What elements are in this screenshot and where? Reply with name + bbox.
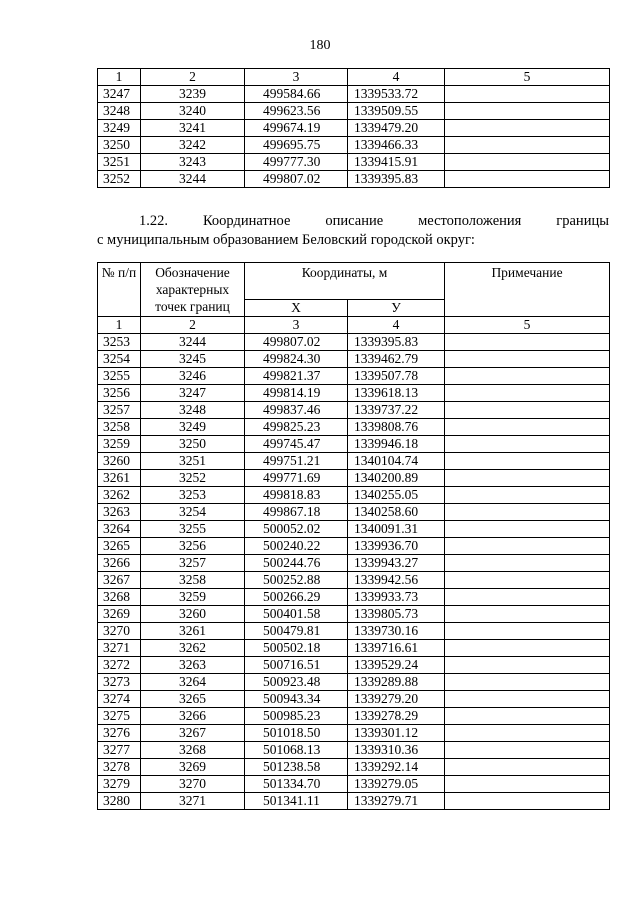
- row-number: 3277: [98, 742, 141, 759]
- table-row: [98, 504, 610, 521]
- note: [445, 86, 610, 103]
- coordinate-y: 1339936.70: [348, 538, 445, 555]
- point-designation: 3240: [141, 103, 245, 120]
- point-designation: 3248: [141, 402, 245, 419]
- note: [445, 793, 610, 810]
- table-row: [98, 470, 610, 487]
- point-designation: 3263: [141, 657, 245, 674]
- point-designation: 3244: [141, 334, 245, 351]
- note: [445, 708, 610, 725]
- coordinate-x: 499818.83: [245, 487, 348, 504]
- row-number: 3264: [98, 521, 141, 538]
- section-line-2: с муниципальным образованием Беловский городской округ:: [97, 232, 475, 248]
- note: [445, 120, 610, 137]
- coordinate-x: 500502.18: [245, 640, 348, 657]
- point-designation: 3242: [141, 137, 245, 154]
- coordinate-y: 1339509.55: [348, 103, 445, 120]
- coordinate-y: 1339943.27: [348, 555, 445, 572]
- point-designation: 3268: [141, 742, 245, 759]
- coordinate-y: 1339942.56: [348, 572, 445, 589]
- note: [445, 334, 610, 351]
- row-number: 3278: [98, 759, 141, 776]
- column-numbering-row: [98, 69, 610, 86]
- coordinate-x: 500244.76: [245, 555, 348, 572]
- point-designation: 3259: [141, 589, 245, 606]
- note: [445, 555, 610, 572]
- row-number: 3253: [98, 334, 141, 351]
- row-number: 3265: [98, 538, 141, 555]
- coordinate-y: 1340104.74: [348, 453, 445, 470]
- point-designation: 3258: [141, 572, 245, 589]
- row-number: 3263: [98, 504, 141, 521]
- header-note: Примечание: [445, 263, 610, 317]
- note: [445, 589, 610, 606]
- row-number: 3256: [98, 385, 141, 402]
- table-row: [98, 572, 610, 589]
- point-designation: 3241: [141, 120, 245, 137]
- row-number: 3275: [98, 708, 141, 725]
- coordinate-y: 1339466.33: [348, 137, 445, 154]
- section-number: 1.22.: [139, 213, 168, 229]
- row-number: 3273: [98, 674, 141, 691]
- table-row: [98, 419, 610, 436]
- table-row: [98, 555, 610, 572]
- section-heading: [97, 212, 609, 250]
- point-designation: 3264: [141, 674, 245, 691]
- point-designation: 3266: [141, 708, 245, 725]
- coordinate-x: 500479.81: [245, 623, 348, 640]
- coordinate-x: 501018.50: [245, 725, 348, 742]
- table-row: [98, 691, 610, 708]
- note: [445, 419, 610, 436]
- coordinate-x: 499814.19: [245, 385, 348, 402]
- note: [445, 623, 610, 640]
- table-row: [98, 385, 610, 402]
- table-row: [98, 86, 610, 103]
- coordinate-x: 501238.58: [245, 759, 348, 776]
- table-row: [98, 742, 610, 759]
- row-number: 3279: [98, 776, 141, 793]
- point-designation: 3267: [141, 725, 245, 742]
- coordinate-x: 499745.47: [245, 436, 348, 453]
- note: [445, 385, 610, 402]
- header-row-number: № п/п: [98, 263, 141, 317]
- section-word: Координатное: [202, 213, 291, 229]
- note: [445, 103, 610, 120]
- coordinate-y: 1340255.05: [348, 487, 445, 504]
- header-x: X: [245, 300, 348, 317]
- row-number: 3249: [98, 120, 141, 137]
- coordinate-x: 499837.46: [245, 402, 348, 419]
- point-designation: 3243: [141, 154, 245, 171]
- coordinate-y: 1339279.71: [348, 793, 445, 810]
- coordinate-x: 501341.11: [245, 793, 348, 810]
- coordinate-x: 499824.30: [245, 351, 348, 368]
- row-number: 3255: [98, 368, 141, 385]
- point-designation: 3246: [141, 368, 245, 385]
- note: [445, 171, 610, 188]
- point-designation: 3257: [141, 555, 245, 572]
- table-row: [98, 589, 610, 606]
- header-y: У: [348, 300, 445, 317]
- coordinate-y: 1339395.83: [348, 171, 445, 188]
- coordinates-table: [97, 262, 610, 810]
- point-designation: 3256: [141, 538, 245, 555]
- coordinate-x: 499623.56: [245, 103, 348, 120]
- row-number: 3252: [98, 171, 141, 188]
- point-designation: 3249: [141, 419, 245, 436]
- table-row: [98, 674, 610, 691]
- row-number: 3258: [98, 419, 141, 436]
- table-row: [98, 640, 610, 657]
- coordinate-y: 1339730.16: [348, 623, 445, 640]
- column-number: 3: [245, 317, 348, 334]
- coordinate-x: 500266.29: [245, 589, 348, 606]
- coordinate-x: 500923.48: [245, 674, 348, 691]
- coordinate-y: 1339533.72: [348, 86, 445, 103]
- table-row: [98, 137, 610, 154]
- note: [445, 759, 610, 776]
- note: [445, 137, 610, 154]
- row-number: 3272: [98, 657, 141, 674]
- header-coordinates: Координаты, м: [245, 263, 445, 300]
- coordinate-y: 1339278.29: [348, 708, 445, 725]
- note: [445, 453, 610, 470]
- point-designation: 3270: [141, 776, 245, 793]
- table-row: [98, 606, 610, 623]
- coordinate-x: 499807.02: [245, 334, 348, 351]
- point-designation: 3260: [141, 606, 245, 623]
- table-row: [98, 334, 610, 351]
- coordinate-y: 1339289.88: [348, 674, 445, 691]
- note: [445, 538, 610, 555]
- coordinate-x: 500252.88: [245, 572, 348, 589]
- coordinate-y: 1339479.20: [348, 120, 445, 137]
- coordinate-y: 1339946.18: [348, 436, 445, 453]
- coordinate-x: 500401.58: [245, 606, 348, 623]
- column-number: 4: [348, 69, 445, 86]
- note: [445, 521, 610, 538]
- point-designation: 3261: [141, 623, 245, 640]
- row-number: 3269: [98, 606, 141, 623]
- coordinate-y: 1339507.78: [348, 368, 445, 385]
- table-row: [98, 759, 610, 776]
- coordinate-y: 1339716.61: [348, 640, 445, 657]
- row-number: 3251: [98, 154, 141, 171]
- point-designation: 3271: [141, 793, 245, 810]
- coordinate-x: 499584.66: [245, 86, 348, 103]
- note: [445, 742, 610, 759]
- table-row: [98, 171, 610, 188]
- coordinate-y: 1339310.36: [348, 742, 445, 759]
- coordinate-y: 1339933.73: [348, 589, 445, 606]
- row-number: 3271: [98, 640, 141, 657]
- coordinate-y: 1339415.91: [348, 154, 445, 171]
- coordinate-x: 499674.19: [245, 120, 348, 137]
- row-number: 3268: [98, 589, 141, 606]
- row-number: 3259: [98, 436, 141, 453]
- note: [445, 487, 610, 504]
- page-number: 180: [309, 38, 331, 53]
- note: [445, 572, 610, 589]
- column-number: 1: [98, 317, 141, 334]
- row-number: 3267: [98, 572, 141, 589]
- coordinate-x: 499771.69: [245, 470, 348, 487]
- note: [445, 470, 610, 487]
- table-row: [98, 487, 610, 504]
- row-number: 3250: [98, 137, 141, 154]
- table-row: [98, 776, 610, 793]
- table-row: [98, 623, 610, 640]
- point-designation: 3262: [141, 640, 245, 657]
- table-row: [98, 103, 610, 120]
- point-designation: 3239: [141, 86, 245, 103]
- table-row: [98, 120, 610, 137]
- coordinate-y: 1339301.12: [348, 725, 445, 742]
- row-number: 3257: [98, 402, 141, 419]
- column-number: 5: [445, 69, 610, 86]
- coordinate-y: 1339529.24: [348, 657, 445, 674]
- column-number: 5: [445, 317, 610, 334]
- column-number: 2: [141, 69, 245, 86]
- row-number: 3274: [98, 691, 141, 708]
- column-number: 1: [98, 69, 141, 86]
- point-designation: 3254: [141, 504, 245, 521]
- row-number: 3261: [98, 470, 141, 487]
- row-number: 3260: [98, 453, 141, 470]
- table-row: [98, 351, 610, 368]
- table-row: [98, 436, 610, 453]
- note: [445, 436, 610, 453]
- coordinate-y: 1339292.14: [348, 759, 445, 776]
- coordinate-x: 499867.18: [245, 504, 348, 521]
- coordinate-x: 499825.23: [245, 419, 348, 436]
- coordinate-x: 499695.75: [245, 137, 348, 154]
- note: [445, 368, 610, 385]
- coordinate-x: 500052.02: [245, 521, 348, 538]
- coordinate-x: 501068.13: [245, 742, 348, 759]
- table-row: [98, 453, 610, 470]
- table-row: [98, 402, 610, 419]
- row-number: 3248: [98, 103, 141, 120]
- note: [445, 725, 610, 742]
- point-designation: 3252: [141, 470, 245, 487]
- note: [445, 606, 610, 623]
- coordinate-x: 500716.51: [245, 657, 348, 674]
- coordinates-table-continued: [97, 68, 610, 188]
- coordinate-y: 1340091.31: [348, 521, 445, 538]
- note: [445, 154, 610, 171]
- coordinate-x: 500985.23: [245, 708, 348, 725]
- table-row: [98, 521, 610, 538]
- point-designation: 3253: [141, 487, 245, 504]
- row-number: 3247: [98, 86, 141, 103]
- coordinate-y: 1339395.83: [348, 334, 445, 351]
- section-word: местоположения: [418, 213, 522, 229]
- point-designation: 3250: [141, 436, 245, 453]
- point-designation: 3245: [141, 351, 245, 368]
- coordinate-x: 499777.30: [245, 154, 348, 171]
- row-number: 3266: [98, 555, 141, 572]
- row-number: 3276: [98, 725, 141, 742]
- table-row: [98, 538, 610, 555]
- table-row: [98, 657, 610, 674]
- row-number: 3262: [98, 487, 141, 504]
- coordinate-y: 1340200.89: [348, 470, 445, 487]
- coordinate-x: 499751.21: [245, 453, 348, 470]
- note: [445, 674, 610, 691]
- point-designation: 3255: [141, 521, 245, 538]
- point-designation: 3265: [141, 691, 245, 708]
- coordinate-y: 1340258.60: [348, 504, 445, 521]
- note: [445, 657, 610, 674]
- coordinate-y: 1339279.05: [348, 776, 445, 793]
- note: [445, 691, 610, 708]
- point-designation: 3269: [141, 759, 245, 776]
- table-row: [98, 154, 610, 171]
- column-number: 3: [245, 69, 348, 86]
- row-number: 3280: [98, 793, 141, 810]
- point-designation: 3244: [141, 171, 245, 188]
- column-number: 4: [348, 317, 445, 334]
- coordinate-x: 500943.34: [245, 691, 348, 708]
- column-numbering-row: [98, 317, 610, 334]
- coordinate-x: 499821.37: [245, 368, 348, 385]
- table-row: [98, 725, 610, 742]
- coordinate-y: 1339618.13: [348, 385, 445, 402]
- table-row: [98, 708, 610, 725]
- note: [445, 776, 610, 793]
- note: [445, 640, 610, 657]
- header-point-designation: Обозначение характерных точек границ: [141, 263, 245, 317]
- table-row: [98, 793, 610, 810]
- row-number: 3270: [98, 623, 141, 640]
- coordinate-y: 1339279.20: [348, 691, 445, 708]
- note: [445, 504, 610, 521]
- coordinate-x: 499807.02: [245, 171, 348, 188]
- coordinate-y: 1339808.76: [348, 419, 445, 436]
- section-word: описание: [325, 213, 384, 229]
- note: [445, 402, 610, 419]
- coordinate-x: 500240.22: [245, 538, 348, 555]
- row-number: 3254: [98, 351, 141, 368]
- table-row: [98, 368, 610, 385]
- section-word: границы: [556, 213, 609, 229]
- coordinate-y: 1339805.73: [348, 606, 445, 623]
- coordinate-y: 1339737.22: [348, 402, 445, 419]
- column-number: 2: [141, 317, 245, 334]
- point-designation: 3247: [141, 385, 245, 402]
- coordinate-x: 501334.70: [245, 776, 348, 793]
- coordinate-y: 1339462.79: [348, 351, 445, 368]
- point-designation: 3251: [141, 453, 245, 470]
- note: [445, 351, 610, 368]
